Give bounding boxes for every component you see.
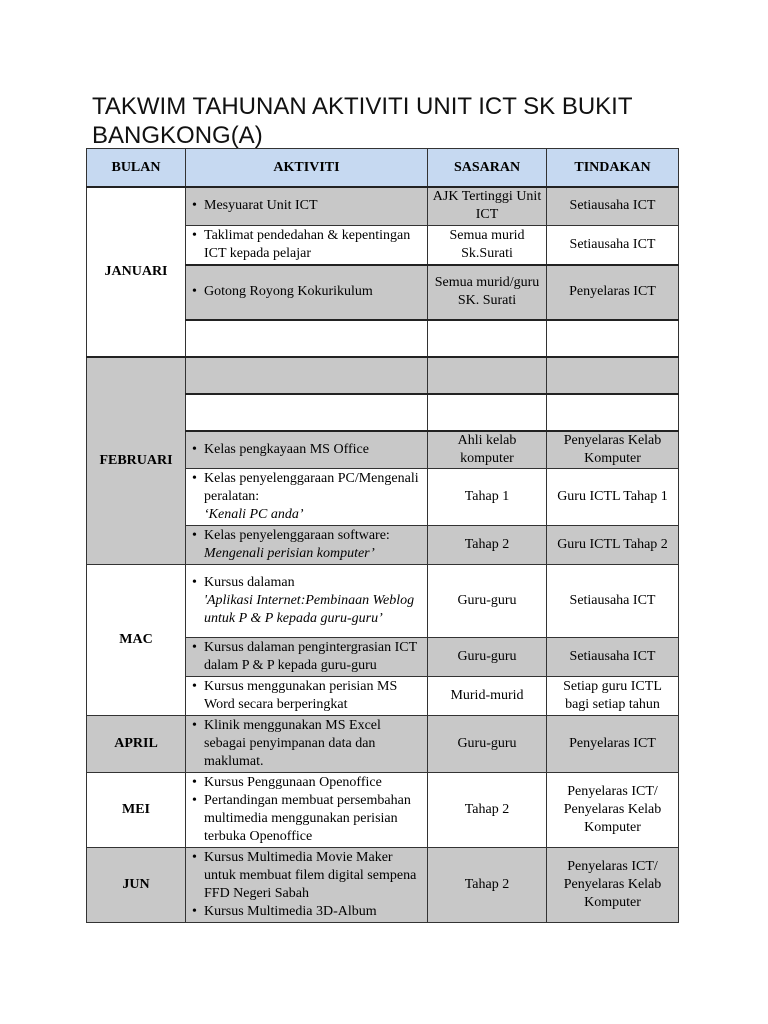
table-row xyxy=(87,565,679,638)
bullet: • xyxy=(192,471,197,486)
table-row xyxy=(87,773,679,848)
table-row xyxy=(87,638,679,677)
header-row xyxy=(87,149,679,188)
activity-cell: • Klinik menggunakan MS Excel sebagai penyimpanan data dan maklumat. xyxy=(186,716,428,773)
month-januari: JANUARI xyxy=(87,187,186,357)
activity-cell: • Kursus Penggunaan Openoffice • Pertandingan membuat persembahan multimedia menggunakan perisian terbuka Openoffice xyxy=(186,773,428,848)
bullet: • xyxy=(192,718,197,733)
target-cell: Tahap 2 xyxy=(428,848,547,923)
target-cell: Ahli kelab komputer xyxy=(428,431,547,469)
bullet: • xyxy=(192,793,197,808)
activity-cell: • Gotong Royong Kokurikulum xyxy=(186,265,428,320)
action-cell: Penyelaras Kelab Komputer xyxy=(547,431,679,469)
action-cell: Setiausaha ICT xyxy=(547,225,679,265)
target-cell: Tahap 2 xyxy=(428,773,547,848)
action-cell: Penyelaras ICT xyxy=(547,716,679,773)
bullet: • xyxy=(192,198,197,214)
bullet: • xyxy=(192,575,197,590)
activity-table xyxy=(86,148,679,923)
target-cell: Tahap 2 xyxy=(428,526,547,565)
table-row xyxy=(87,526,679,565)
activity-cell: • Kursus dalaman pengintergrasian ICT dalam P & P kepada guru-guru xyxy=(186,638,428,677)
target-cell: Guru-guru xyxy=(428,638,547,677)
action-cell: Guru ICTL Tahap 1 xyxy=(547,469,679,526)
target-cell: Guru-guru xyxy=(428,716,547,773)
action-cell: Setiausaha ICT xyxy=(547,565,679,638)
action-cell: Penyelaras ICT xyxy=(547,265,679,320)
action-cell: Setiap guru ICTL bagi setiap tahun xyxy=(547,677,679,716)
table-row xyxy=(87,469,679,526)
target-cell: Semua murid/guru SK. Surati xyxy=(428,265,547,320)
header-sasaran: SASARAN xyxy=(428,149,547,188)
action-cell: Guru ICTL Tahap 2 xyxy=(547,526,679,565)
target-cell: Murid-murid xyxy=(428,677,547,716)
activity-cell: • Kursus Multimedia Movie Maker untuk membuat filem digital sempena FFD Negeri Sabah • Kursus Multimedia 3D-Album xyxy=(186,848,428,923)
header-aktiviti: AKTIVITI xyxy=(186,149,428,188)
table-row xyxy=(87,848,679,923)
table-row xyxy=(87,225,679,265)
bullet: • xyxy=(192,640,197,655)
bullet: • xyxy=(192,528,197,543)
bullet: • xyxy=(192,227,197,243)
activity-cell: • Kursus dalaman 'Aplikasi Internet:Pembinaan Weblog untuk P & P kepada guru-guru’ xyxy=(186,565,428,638)
month-mac: MAC xyxy=(87,565,186,716)
action-cell: Setiausaha ICT xyxy=(547,638,679,677)
table-row xyxy=(87,716,679,773)
table-row-empty xyxy=(87,357,679,394)
bullet: • xyxy=(192,679,197,694)
target-cell: Semua murid Sk.Surati xyxy=(428,225,547,265)
activity-cell: • Kelas penyelenggaraan software: Mengenali perisian komputer’ xyxy=(186,526,428,565)
page-title: TAKWIM TAHUNAN AKTIVITI UNIT ICT SK BUKIT BANGKONG(A) xyxy=(92,93,633,149)
activity-cell: • Mesyuarat Unit ICT xyxy=(186,187,428,225)
month-februari: FEBRUARI xyxy=(87,357,186,565)
bullet: • xyxy=(192,775,197,790)
activity-cell: • Kelas penyelenggaraan PC/Mengenali peralatan: ‘Kenali PC anda’ xyxy=(186,469,428,526)
bullet: • xyxy=(192,284,197,299)
activity-cell: • Taklimat pendedahan & kepentingan ICT kepada pelajar xyxy=(186,225,428,265)
action-cell: Penyelaras ICT/ Penyelaras Kelab Komputer xyxy=(547,848,679,923)
month-jun: JUN xyxy=(87,848,186,923)
header-bulan: BULAN xyxy=(87,149,186,188)
action-cell: Setiausaha ICT xyxy=(547,187,679,225)
target-cell: AJK Tertinggi Unit ICT xyxy=(428,187,547,225)
month-mei: MEI xyxy=(87,773,186,848)
target-cell: Tahap 1 xyxy=(428,469,547,526)
action-cell: Penyelaras ICT/ Penyelaras Kelab Komputer xyxy=(547,773,679,848)
activity-cell: • Kelas pengkayaan MS Office xyxy=(186,431,428,469)
bullet: • xyxy=(192,850,197,865)
bullet: • xyxy=(192,904,197,919)
table-row xyxy=(87,677,679,716)
bullet: • xyxy=(192,441,197,457)
table-row xyxy=(87,187,679,225)
month-april: APRIL xyxy=(87,716,186,773)
activity-cell: • Kursus menggunakan perisian MS Word secara berperingkat xyxy=(186,677,428,716)
target-cell: Guru-guru xyxy=(428,565,547,638)
header-tindakan: TINDAKAN xyxy=(547,149,679,188)
